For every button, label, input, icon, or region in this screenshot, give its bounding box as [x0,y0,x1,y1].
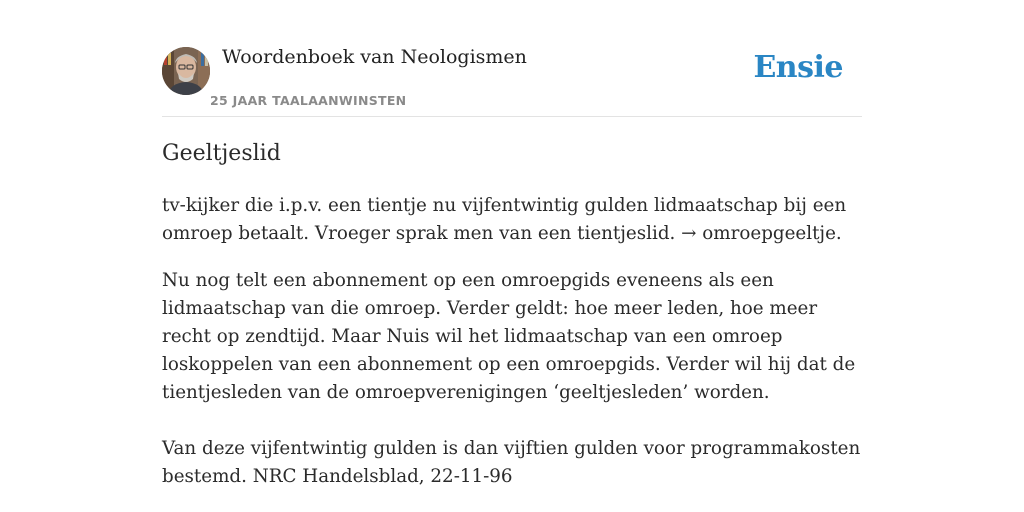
entry-definition [162,192,862,248]
crossref-arrow-icon: → [681,223,697,244]
ensie-logo-link[interactable]: Ensie [753,50,843,85]
author-avatar[interactable] [162,47,210,95]
entry-quote: Nu nog telt een abonnement op een omroepgids eveneens als een lidmaatschap van die omroep. Verder geldt: hoe meer leden, hoe meer recht op zendtijd. Maar Nuis wil het lidmaatschap van een omroep loskoppelen van een abonnement op een omroepgids. Verder wil hij dat de tientjesleden van de omroepverenigingen ‘geeltjesleden’ worden. Van deze vijfentwintig gulden is dan vijftien gulden voor programmakosten bestemd. NRC Handelsblad, 22-11-96 [162,270,861,487]
site-subtitle: 25 JAAR TAALAANWINSTEN [210,93,407,108]
entry-title: Geeltjeslid [162,141,281,166]
entry-content [162,138,862,491]
site-title[interactable]: Woordenboek van Neologismen [222,46,527,68]
crossref-link-omroepgeeltje[interactable]: omroepgeeltje. [696,223,842,244]
site-header [162,46,862,117]
avatar-portrait-icon [162,47,210,95]
definition-text: tv-kijker die i.p.v. een tientje nu vijfentwintig gulden lidmaatschap bij een omroep betaalt. Vroeger sprak men van een tientjeslid. [162,195,847,244]
